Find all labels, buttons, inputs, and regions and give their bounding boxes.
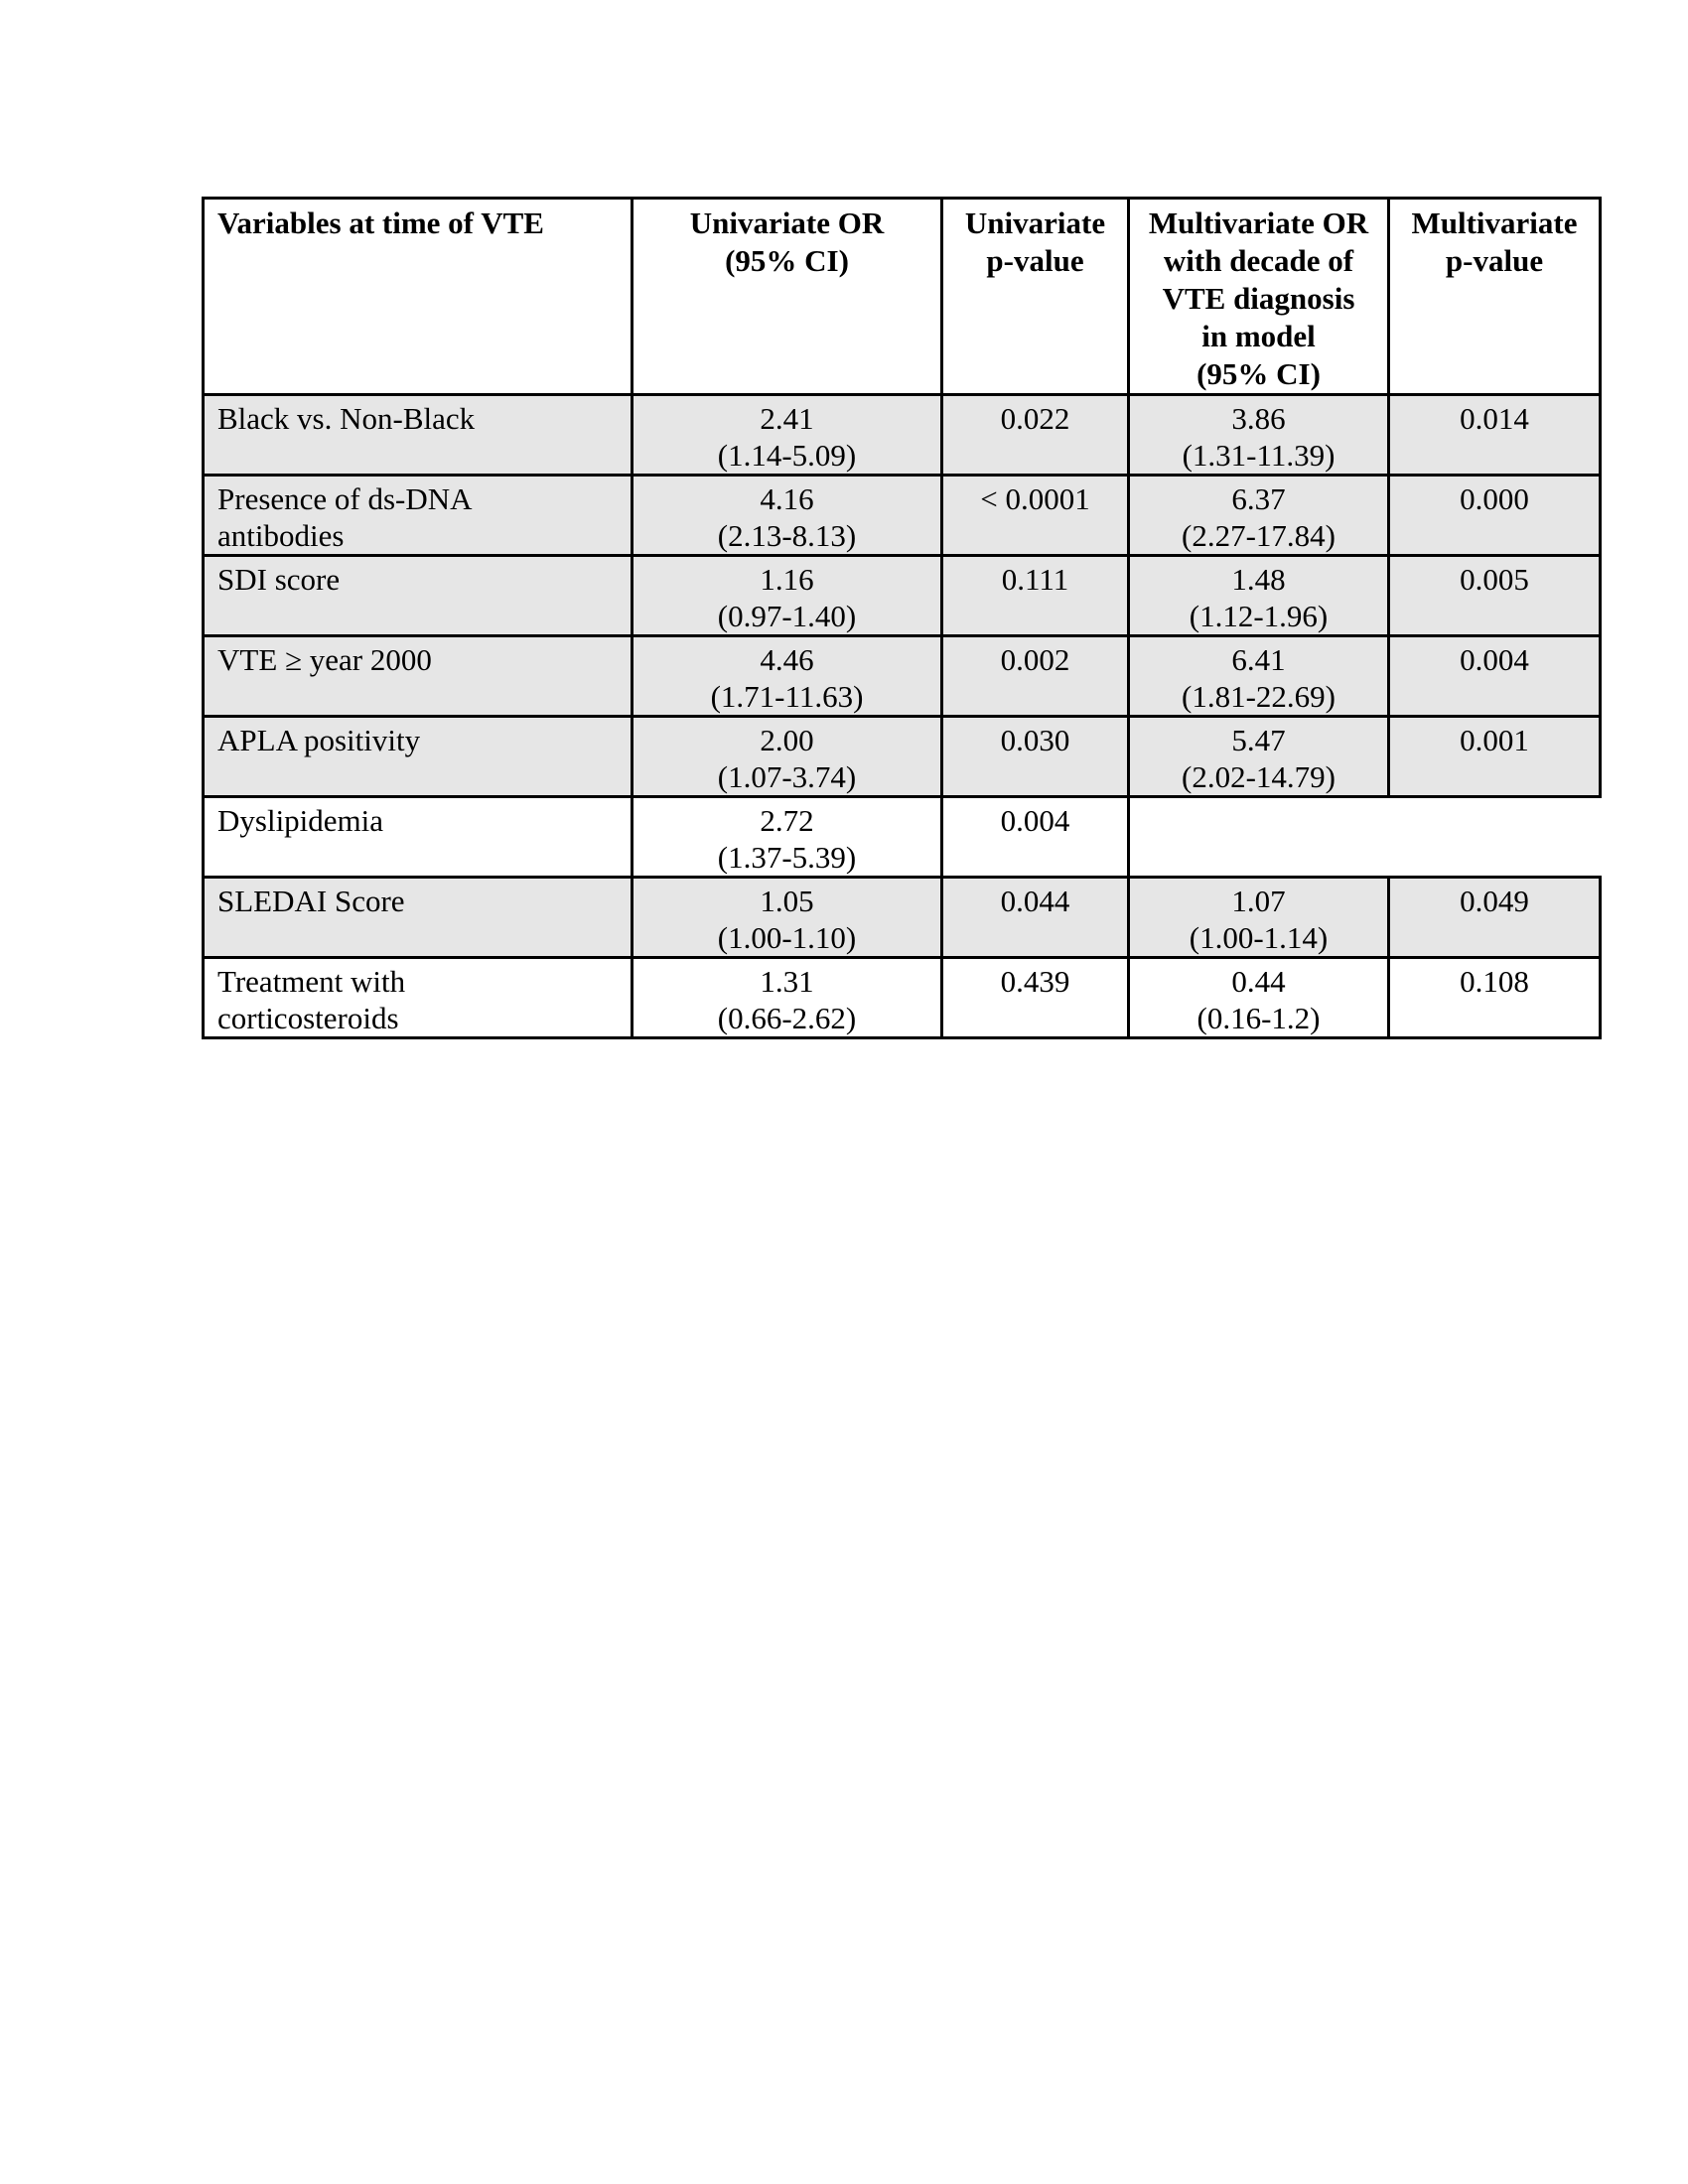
or-value: 2.00 xyxy=(760,723,814,757)
ci-value: (0.97-1.40) xyxy=(717,599,857,633)
header-line: Univariate OR xyxy=(689,205,885,240)
ci-value: (0.66-2.62) xyxy=(717,1001,857,1035)
variable-label: Black vs. Non-Black xyxy=(217,401,476,436)
univariate-or-cell xyxy=(631,715,940,795)
table-row-sdi-score xyxy=(202,554,1602,634)
col-header-variables xyxy=(202,197,631,393)
p-value: 0.108 xyxy=(1460,964,1529,999)
p-value: 0.004 xyxy=(1460,642,1529,677)
ci-value: (1.07-3.74) xyxy=(717,759,857,794)
ci-value: (0.16-1.2) xyxy=(1196,1001,1321,1035)
table-header-row xyxy=(202,197,1602,393)
p-value: 0.002 xyxy=(1000,642,1070,677)
ci-value: (1.37-5.39) xyxy=(717,840,857,875)
univariate-p-cell xyxy=(940,554,1127,634)
or-value: 1.05 xyxy=(760,884,814,918)
ci-value: (1.81-22.69) xyxy=(1182,679,1336,714)
univariate-p-cell xyxy=(940,715,1127,795)
variable-label: Dyslipidemia xyxy=(217,803,384,838)
variable-label: APLA positivity xyxy=(217,723,421,757)
ci-value: (1.14-5.09) xyxy=(717,438,857,473)
or-value: 1.07 xyxy=(1231,884,1286,918)
multivariate-or-cell xyxy=(1127,393,1387,474)
or-value: 4.46 xyxy=(760,642,814,677)
variable-label: SLEDAI Score xyxy=(217,884,405,918)
p-value: 0.005 xyxy=(1460,562,1529,597)
ci-value: (2.27-17.84) xyxy=(1182,518,1336,553)
or-value: 1.48 xyxy=(1231,562,1286,597)
header-line: Univariate xyxy=(964,205,1106,240)
univariate-or-cell xyxy=(631,393,940,474)
header-line: Variables at time of VTE xyxy=(217,205,544,240)
variable-cell xyxy=(202,715,631,795)
multivariate-empty-cell xyxy=(1127,795,1602,876)
ci-value: (2.13-8.13) xyxy=(717,518,857,553)
p-value: < 0.0001 xyxy=(980,481,1090,516)
ci-value: (2.02-14.79) xyxy=(1182,759,1336,794)
variable-cell xyxy=(202,393,631,474)
header-line: p-value xyxy=(986,243,1084,278)
p-value: 0.044 xyxy=(1000,884,1070,918)
variable-cell xyxy=(202,956,631,1039)
univariate-p-cell xyxy=(940,393,1127,474)
or-value: 0.44 xyxy=(1231,964,1286,999)
header-line: Multivariate xyxy=(1411,205,1578,240)
univariate-or-cell xyxy=(631,474,940,554)
multivariate-or-cell xyxy=(1127,554,1387,634)
univariate-or-cell xyxy=(631,634,940,715)
univariate-p-cell xyxy=(940,634,1127,715)
p-value: 0.000 xyxy=(1460,481,1529,516)
variable-label: antibodies xyxy=(217,518,345,553)
multivariate-or-cell xyxy=(1127,474,1387,554)
variable-label: corticosteroids xyxy=(217,1001,399,1035)
or-value: 2.41 xyxy=(760,401,814,436)
header-line: p-value xyxy=(1445,243,1544,278)
header-line: in model xyxy=(1201,319,1316,353)
table-row-corticosteroids xyxy=(202,956,1602,1039)
multivariate-or-cell xyxy=(1127,956,1387,1039)
variable-label: VTE ≥ year 2000 xyxy=(217,642,432,677)
ci-value: (1.12-1.96) xyxy=(1189,599,1329,633)
variable-label: Treatment with xyxy=(217,964,406,999)
univariate-p-cell xyxy=(940,795,1127,876)
table-row-black-vs-non-black xyxy=(202,393,1602,474)
or-value: 1.16 xyxy=(760,562,814,597)
variable-label: Presence of ds-DNA xyxy=(217,481,473,516)
univariate-or-cell xyxy=(631,795,940,876)
or-value: 3.86 xyxy=(1231,401,1286,436)
univariate-p-cell xyxy=(940,956,1127,1039)
ci-value: (1.00-1.10) xyxy=(717,920,857,955)
univariate-p-cell xyxy=(940,876,1127,956)
multivariate-or-cell xyxy=(1127,876,1387,956)
or-value: 1.31 xyxy=(760,964,814,999)
table-row-apla-positivity xyxy=(202,715,1602,795)
header-line: (95% CI) xyxy=(1196,356,1321,391)
header-line: (95% CI) xyxy=(725,243,849,278)
col-header-multivariate-p xyxy=(1387,197,1602,393)
multivariate-p-cell xyxy=(1387,876,1602,956)
p-value: 0.014 xyxy=(1460,401,1529,436)
multivariate-or-cell xyxy=(1127,634,1387,715)
or-value: 6.41 xyxy=(1231,642,1286,677)
table-row-sledai-score xyxy=(202,876,1602,956)
variable-cell xyxy=(202,554,631,634)
p-value: 0.001 xyxy=(1460,723,1529,757)
variable-cell xyxy=(202,795,631,876)
or-value: 2.72 xyxy=(760,803,814,838)
or-value: 4.16 xyxy=(760,481,814,516)
ci-value: (1.31-11.39) xyxy=(1182,438,1336,473)
univariate-or-cell xyxy=(631,876,940,956)
ci-value: (1.00-1.14) xyxy=(1189,920,1329,955)
p-value: 0.439 xyxy=(1000,964,1070,999)
univariate-or-cell xyxy=(631,956,940,1039)
variable-cell xyxy=(202,474,631,554)
univariate-or-cell xyxy=(631,554,940,634)
header-line: with decade of xyxy=(1163,243,1354,278)
table-row-ds-dna-antibodies xyxy=(202,474,1602,554)
multivariate-p-cell xyxy=(1387,634,1602,715)
multivariate-p-cell xyxy=(1387,554,1602,634)
p-value: 0.004 xyxy=(1000,803,1070,838)
col-header-univariate-p xyxy=(940,197,1127,393)
table-row-vte-year-2000 xyxy=(202,634,1602,715)
header-line: VTE diagnosis xyxy=(1162,281,1355,316)
header-line: Multivariate OR xyxy=(1148,205,1369,240)
multivariate-p-cell xyxy=(1387,715,1602,795)
ci-value: (1.71-11.63) xyxy=(710,679,864,714)
multivariate-or-cell xyxy=(1127,715,1387,795)
univariate-p-cell xyxy=(940,474,1127,554)
or-value: 5.47 xyxy=(1231,723,1286,757)
variable-cell xyxy=(202,876,631,956)
p-value: 0.022 xyxy=(1000,401,1070,436)
or-value: 6.37 xyxy=(1231,481,1286,516)
p-value: 0.049 xyxy=(1460,884,1529,918)
multivariate-p-cell xyxy=(1387,474,1602,554)
multivariate-p-cell xyxy=(1387,393,1602,474)
vte-risk-factors-table xyxy=(202,197,1602,1039)
table-row-dyslipidemia xyxy=(202,795,1602,876)
col-header-multivariate-or xyxy=(1127,197,1387,393)
variable-label: SDI score xyxy=(217,562,341,597)
p-value: 0.111 xyxy=(1001,562,1069,597)
variable-cell xyxy=(202,634,631,715)
p-value: 0.030 xyxy=(1000,723,1070,757)
col-header-univariate-or xyxy=(631,197,940,393)
multivariate-p-cell xyxy=(1387,956,1602,1039)
